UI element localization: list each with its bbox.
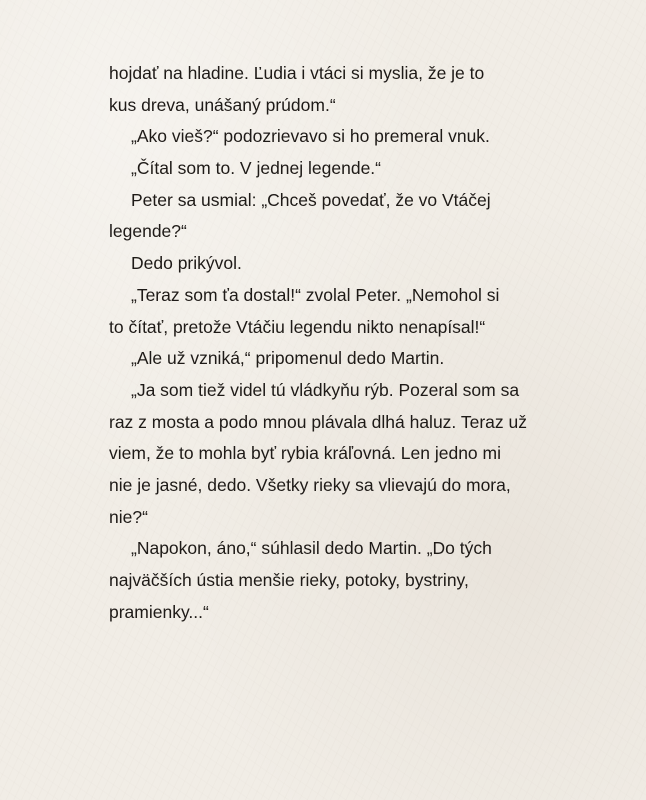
text-line-9: to čítať, pretože Vtáčiu legendu nikto nenapísal!“ bbox=[109, 316, 486, 337]
text-line-8: „Teraz som ťa dostal!“ zvolal Peter. „Nemohol si bbox=[131, 284, 500, 305]
text-line-5: Peter sa usmial: „Chceš povedať, že vo Vtáčej bbox=[131, 189, 491, 210]
text-line-2: kus dreva, unášaný prúdom.“ bbox=[109, 94, 336, 115]
text-line-18: pramienky...“ bbox=[109, 601, 209, 622]
text-line-17: najväčších ústia menšie rieky, potoky, bystriny, bbox=[109, 570, 469, 590]
text-line-11: „Ja som tiež videl tú vládkyňu rýb. Pozeral som sa bbox=[131, 379, 520, 400]
text-line-1: hojdať na hladine. Ľudia i vtáci si myslia, že je to bbox=[109, 63, 485, 83]
text-line-13: viem, že to mohla byť rybia kráľovná. Len jedno mi bbox=[109, 443, 501, 464]
text-line-10: „Ale už vzniká,“ pripomenul dedo Martin. bbox=[131, 348, 445, 369]
text-line-15: nie?“ bbox=[109, 506, 148, 527]
text-line-4: „Čítal som to. V jednej legende.“ bbox=[131, 158, 381, 179]
text-line-14: nie je jasné, dedo. Všetky rieky sa vlievajú do mora, bbox=[109, 474, 511, 495]
text-line-3: „Ako vieš?“ podozrievavo si ho premeral vnuk. bbox=[131, 126, 490, 147]
text-line-7: Dedo prikývol. bbox=[131, 253, 242, 274]
text-line-6: legende?“ bbox=[109, 221, 187, 242]
book-page-text bbox=[109, 58, 569, 628]
text-line-12: raz z mosta a podo mnou plávala dlhá haluz. Teraz už bbox=[109, 411, 527, 432]
text-line-16: „Napokon, áno,“ súhlasil dedo Martin. „Do tých bbox=[131, 538, 492, 559]
